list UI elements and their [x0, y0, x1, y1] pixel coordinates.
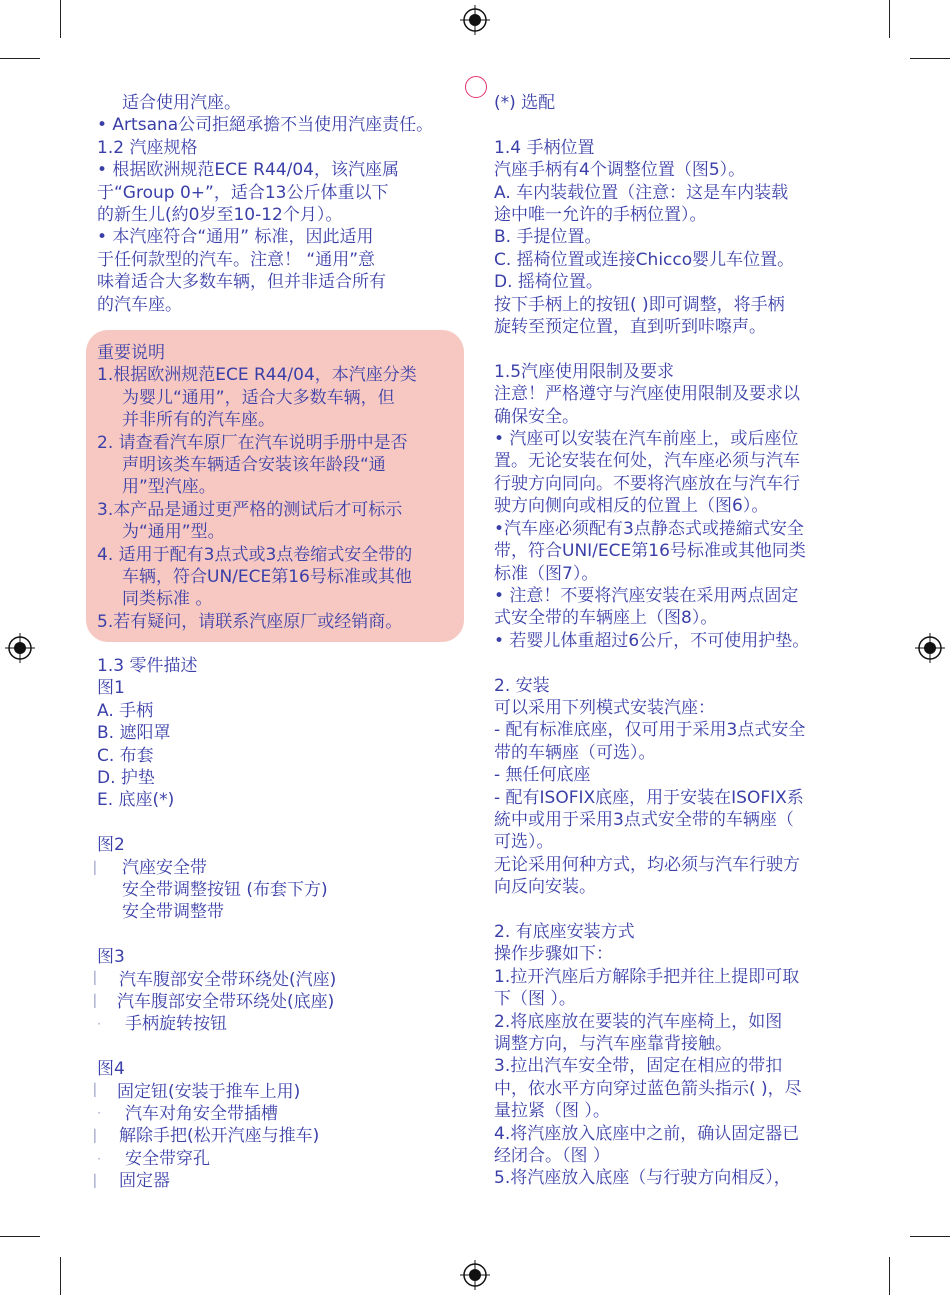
section-1-2-line: 于任何款型的汽车。注意！ “通用”意 [97, 249, 376, 270]
section-1-2-line: • 本汽座符合“通用” 标准，因此适用 [97, 227, 374, 248]
fig2-item: 安全带调整按钮 (布套下方) [122, 880, 328, 901]
section-2-base-line: 操作步骤如下： [494, 944, 613, 965]
section-1-2-line: 味着适合大多数车辆，但并非适合所有 [97, 272, 386, 293]
section-1-4-line: C. 摇椅位置或连接Chicco婴儿车位置。 [494, 249, 795, 270]
fig1-title: 图1 [97, 678, 125, 699]
left-column-parts [97, 655, 455, 1193]
section-1-5-line: 注意！严格遵守与汽座使用限制及要求以 [494, 384, 800, 405]
section-2-line: - 無任何底座 [494, 765, 591, 786]
fig4-item: 固定器 [119, 1171, 170, 1192]
fig1-item: C. 布套 [97, 745, 154, 766]
figure-ref-mark-icon: · [97, 1152, 101, 1166]
fig2-item: 汽座安全带 [122, 857, 207, 878]
section-2-base-line: 经闭合。（图 ） [494, 1146, 610, 1167]
fig1-item: D. 护垫 [97, 768, 155, 789]
section-2-base-line: 4.将汽座放入底座中之前，确认固定器已 [494, 1123, 800, 1144]
crop-mark-top-left-v [60, 0, 61, 38]
important-line: 并非所有的汽车座。 [122, 410, 275, 431]
intro-line: 适合使用汽座。 [122, 93, 241, 113]
important-line: 1.根据欧洲规范ECE R44/04，本汽座分类 [97, 365, 417, 386]
important-line: 3.本产品是通过更严格的测试后才可标示 [97, 499, 403, 520]
section-2-base-line: 中，依水平方向穿过蓝色箭头指示( )，尽 [494, 1078, 802, 1099]
important-line: 5.若有疑问，请联系汽座原厂或经销商。 [97, 611, 403, 632]
important-line: 声明该类车辆适合安装该年龄段“通 [122, 455, 386, 476]
crop-mark-bottom-left-h [0, 1236, 40, 1237]
section-1-5-line: •汽车座必须配有3点静态式或捲縮式安全 [494, 518, 804, 539]
section-1-4-heading: 1.4 手柄位置 [494, 137, 595, 158]
important-line: 4. 适用于配有3点式或3点卷缩式安全带的 [97, 544, 413, 565]
figure-ref-mark-icon: · [97, 1106, 101, 1120]
important-notice-text [97, 342, 457, 633]
figure-ref-mark-icon: ▏ [94, 971, 104, 985]
figure-ref-mark-icon: ▏ [94, 861, 104, 875]
section-1-4-line: D. 摇椅位置。 [494, 272, 603, 293]
section-1-2-heading: 1.2 汽座规格 [97, 137, 198, 158]
fig3-item: 汽车腹部安全带环绕处(底座) [117, 992, 335, 1013]
figure-ref-mark-icon: ▏ [94, 1174, 104, 1188]
section-1-2-line: 的新生儿(約0岁至10-12个月）。 [97, 205, 343, 226]
fig1-item: E. 底座(*) [97, 790, 175, 811]
section-1-4-line: B. 手提位置。 [494, 227, 602, 248]
section-1-2-line: 的汽车座。 [97, 294, 182, 315]
optional-note: (*) 选配 [494, 93, 556, 113]
important-line: 为婴儿“通用”，适合大多数车辆，但 [122, 387, 395, 408]
section-2-base-heading: 2. 有底座安装方式 [494, 921, 635, 942]
intro-line: • Artsana公司拒絕承擔不当使用汽座责任。 [97, 115, 434, 136]
figure-ref-mark-icon: · [97, 1017, 101, 1031]
fig4-item: 固定钮(安装于推车上用) [117, 1081, 301, 1102]
fig2-title: 图2 [97, 835, 125, 856]
section-1-5-line: • 注意！不要将汽座安装在采用两点固定 [494, 585, 799, 606]
section-2-base-line: 1.拉开汽座后方解除手把并往上提即可取 [494, 966, 800, 987]
section-1-4-line: 旋转至预定位置，直到听到咔嚓声。 [494, 317, 766, 338]
fig4-item: 汽车对角安全带插槽 [125, 1104, 278, 1125]
section-1-5-line: 带，符合UNI/ECE第16号标准或其他同类 [494, 541, 806, 562]
section-2-line: 可选）。 [494, 832, 554, 853]
fig2-item: 安全带调整带 [122, 902, 224, 923]
crop-mark-top-right-h [910, 58, 950, 59]
fig4-item: 安全带穿孔 [125, 1148, 210, 1169]
section-1-5-line: 式安全带的车辆座上（图8）。 [494, 608, 718, 629]
crop-mark-bottom-right-h [910, 1236, 950, 1237]
section-2-base-line: 5.将汽座放入底座（与行驶方向相反）， [494, 1168, 791, 1189]
section-1-4-line: 途中唯一允许的手柄位置）。 [494, 205, 707, 226]
important-line: 2. 请查看汽车原厂在汽车说明手册中是否 [97, 432, 408, 453]
important-line: 为“通用”型。 [122, 522, 225, 543]
section-2-line: 可以采用下列模式安装汽座： [494, 697, 715, 718]
fig4-item: 解除手把(松开汽座与推车) [119, 1126, 320, 1147]
section-2-line: - 配有标准底座，仅可用于采用3点式安全 [494, 720, 806, 741]
section-2-line: 带的车辆座（可选）。 [494, 742, 656, 763]
section-1-5-line: 确保安全。 [494, 406, 579, 427]
section-1-5-line: 行驶方向同向。不要将汽座放在与汽车行 [494, 473, 800, 494]
section-1-4-line: 汽座手柄有4个调整位置（图5）。 [494, 160, 746, 181]
registration-mark-right-icon [915, 633, 945, 663]
crop-mark-bottom-right-v [889, 1257, 890, 1295]
fig3-title: 图3 [97, 947, 125, 968]
section-1-2-line: • 根据欧洲规范ECE R44/04，该汽座属 [97, 160, 399, 181]
section-2-base-line: 量拉紧（图 ）。 [494, 1101, 610, 1122]
fig3-item: 手柄旋转按钮 [125, 1014, 227, 1035]
registration-mark-bottom-icon [460, 1260, 490, 1290]
section-2-line: 无论采用何种方式，均必须与汽车行驶方 [494, 854, 800, 875]
crop-mark-top-left-h [0, 58, 40, 59]
pink-circle-marker-icon [465, 76, 487, 98]
section-1-5-line: 置。无论安装在何处，汽车座必须与汽车 [494, 451, 800, 472]
section-1-5-line: 标准（图7）。 [494, 563, 599, 584]
section-2-base-line: 2.将底座放在要装的汽车座椅上，如图 [494, 1011, 783, 1032]
section-2-line: 統中或用于采用3点式安全带的车辆座（ [494, 809, 794, 830]
registration-mark-left-icon [5, 633, 35, 663]
section-1-2-line: 于“Group 0+”，适合13公斤体重以下 [97, 182, 389, 203]
section-1-5-line: • 若婴儿体重超过6公斤，不可使用护垫。 [494, 630, 810, 651]
left-column [97, 92, 455, 316]
section-1-5-heading: 1.5汽座使用限制及要求 [494, 361, 675, 382]
section-1-5-line: 驶方向侧向或相反的位置上（图6）。 [494, 496, 769, 517]
crop-mark-bottom-left-v [60, 1257, 61, 1295]
section-1-4-line: 按下手柄上的按钮( )即可调整，将手柄 [494, 294, 785, 315]
fig1-item: A. 手柄 [97, 700, 154, 721]
right-column [494, 92, 850, 1190]
figure-ref-mark-icon: ▏ [94, 1083, 104, 1097]
important-line: 用”型汽座。 [122, 477, 216, 498]
important-heading: 重要说明 [97, 343, 165, 363]
important-line: 车辆，符合UN/ECE第16号标准或其他 [122, 567, 412, 588]
fig1-item: B. 遮阳罩 [97, 723, 171, 744]
figure-ref-mark-icon: ▏ [94, 1129, 104, 1143]
section-2-line: - 配有ISOFIX底座，用于安装在ISOFIX系 [494, 787, 804, 808]
crop-mark-top-right-v [889, 0, 890, 38]
section-2-base-line: 3.拉出汽车安全带，固定在相应的带扣 [494, 1056, 783, 1077]
fig4-title: 图4 [97, 1059, 125, 1080]
important-line: 同类标准 。 [122, 589, 213, 610]
section-1-4-line: A. 车内装载位置（注意：这是车内装载 [494, 182, 789, 203]
figure-ref-mark-icon: ▏ [94, 994, 104, 1008]
fig3-item: 汽车腹部安全带环绕处(汽座) [119, 969, 337, 990]
section-2-base-line: 调整方向，与汽车座靠背接触。 [494, 1034, 732, 1054]
section-2-heading: 2. 安装 [494, 675, 550, 696]
registration-mark-top-icon [460, 5, 490, 35]
section-2-line: 向反向安装。 [494, 877, 596, 898]
section-1-3-heading: 1.3 零件描述 [97, 656, 198, 676]
section-2-base-line: 下（图 ）。 [494, 989, 576, 1010]
section-1-5-line: • 汽座可以安装在汽车前座上，或后座位 [494, 429, 799, 450]
